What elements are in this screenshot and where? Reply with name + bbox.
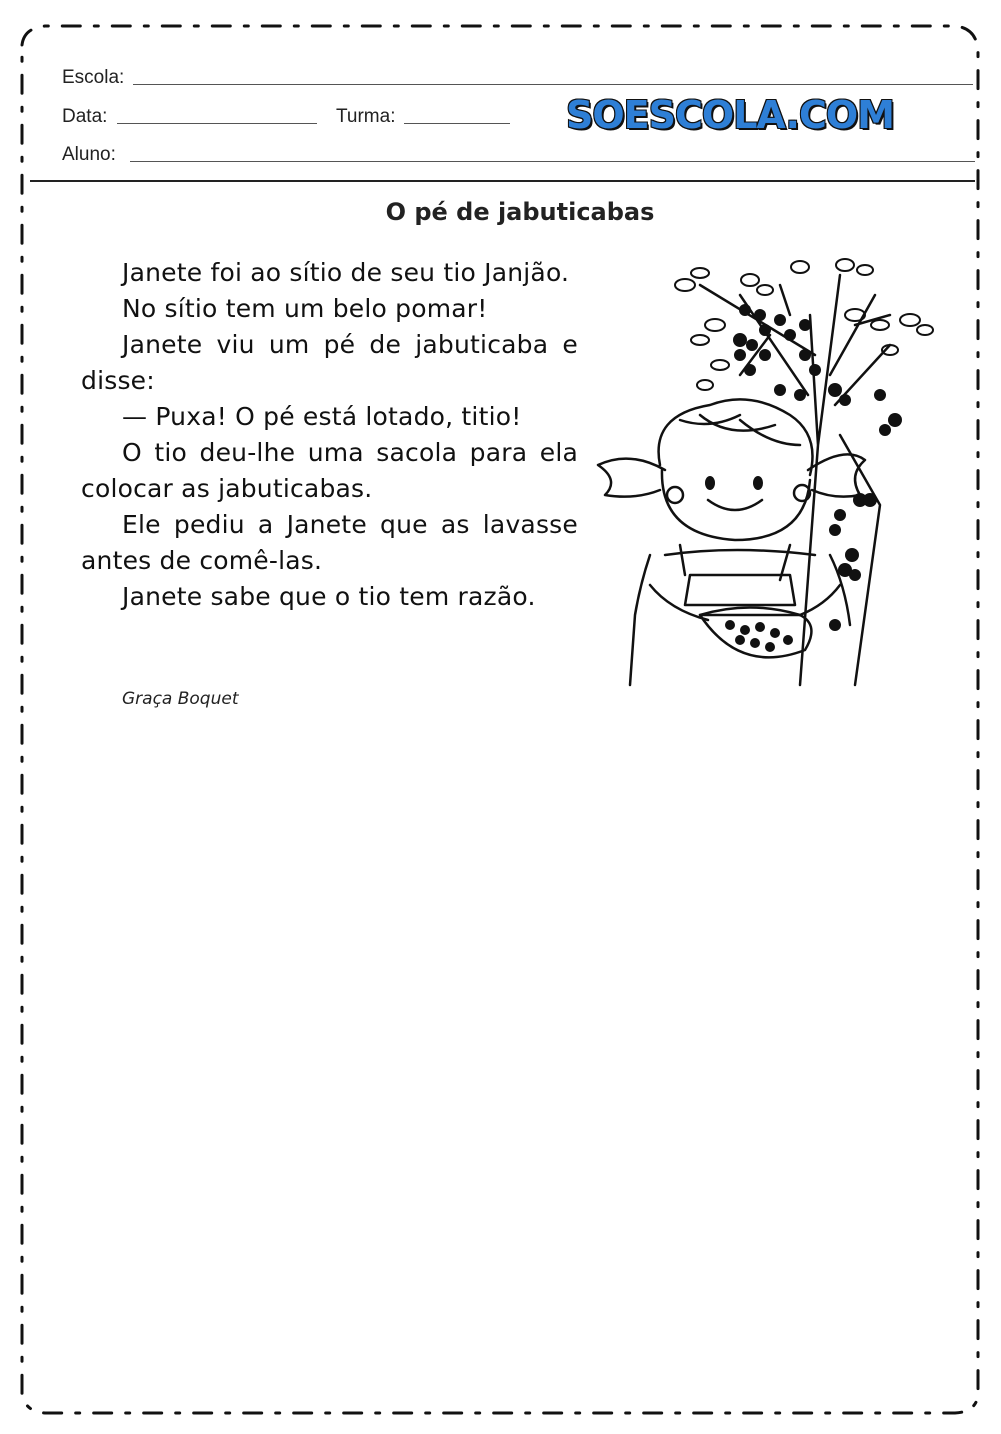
story-paragraph: No sítio tem um belo pomar!	[122, 294, 488, 323]
story-paragraph: O tio deu-lhe uma sacola para ela colocar as jabuticabas.	[81, 438, 578, 503]
date-label: Data:	[62, 106, 108, 127]
soescola-logo: SOESCOLA.COM	[566, 93, 894, 137]
header-divider	[30, 180, 975, 182]
school-field-line[interactable]	[133, 84, 973, 85]
story-author: Graça Boquet	[122, 689, 239, 709]
girl-with-jabuticaba-tree-illustration	[590, 255, 950, 695]
student-label: Aluno:	[62, 144, 116, 165]
school-label: Escola:	[62, 67, 125, 88]
story-paragraph: Ele pediu a Janete que as lavasse antes de comê-las.	[81, 510, 578, 575]
story-paragraph: Janete viu um pé de jabuticaba e disse:	[81, 330, 578, 395]
story-paragraph: Janete sabe que o tio tem razão.	[122, 582, 536, 611]
story-title: O pé de jabuticabas	[385, 198, 655, 226]
class-field-line[interactable]	[404, 123, 510, 124]
class-label: Turma:	[336, 106, 396, 127]
story-text	[81, 255, 578, 615]
student-field-line[interactable]	[130, 161, 975, 162]
story-paragraph: Janete foi ao sítio de seu tio Janjão.	[122, 258, 570, 287]
date-field-line[interactable]	[117, 123, 317, 124]
story-paragraph: — Puxa! O pé está lotado, titio!	[122, 402, 522, 431]
